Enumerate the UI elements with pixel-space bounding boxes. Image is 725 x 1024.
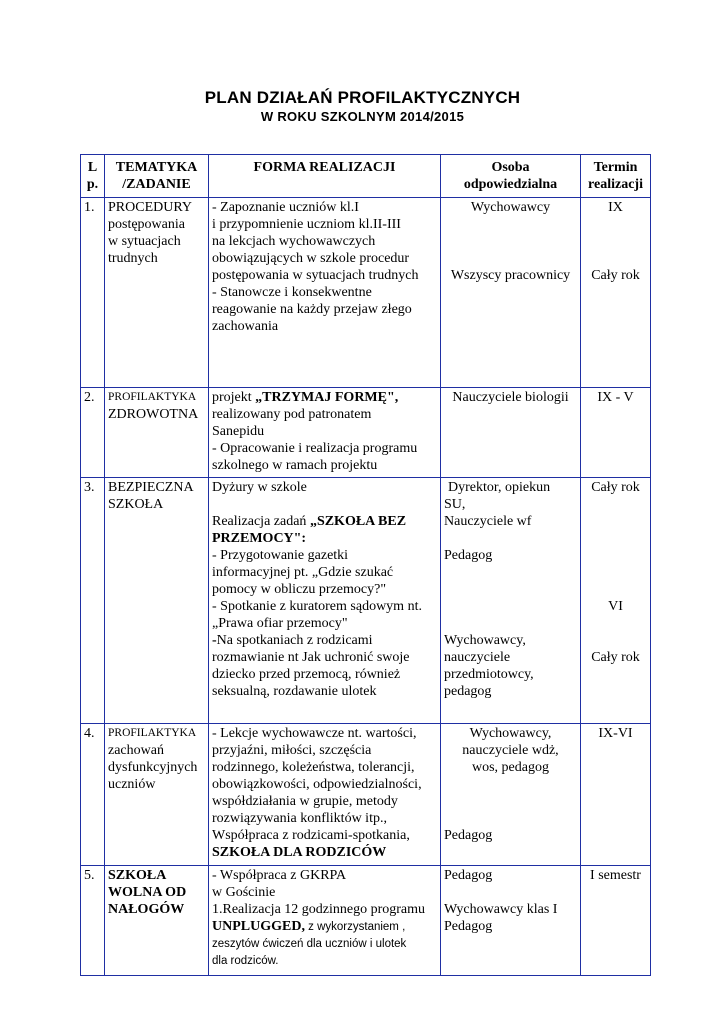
row-person: Pedagog Wychowawcy klas I Pedagog — [441, 866, 581, 976]
row-form: - Lekcje wychowawcze nt. wartości, przyjaźni, miłości, szczęścia rodzinnego, koleżeństwa, tolerancji, obowiązkowości, odpowiedzialności, współdziałania w grupie, metody rozwiązywania konfliktów itp., Współpraca z rodzicami-spotkania, SZKOŁA DLA RODZICÓW — [209, 724, 441, 866]
row-form: Dyżury w szkole Realizacja zadań „SZKOŁA BEZ PRZEMOCY": - Przygotowanie gazetki informacyjnej pt. „Gdzie szukać pomocy w obliczu przemocy?" - Spotkanie z kuratorem sądowym nt. „Prawa ofiar przemocy" -Na spotkaniach z rodzicami rozmawianie nt Jak uchronić swoje dziecko przed przemocą, również seksualną, rozdawanie ulotek — [209, 478, 441, 724]
row-term: I semestr — [581, 866, 651, 976]
row-term: IX - V — [581, 388, 651, 478]
row-term: IX Cały rok — [581, 198, 651, 388]
row-number: 2. — [81, 388, 105, 478]
header-termin: Termin realizacji — [581, 155, 651, 198]
table-row — [81, 388, 651, 478]
row-form: - Zapoznanie uczniów kl.I i przypomnienie uczniom kl.II-III na lekcjach wychowawczych obowiązujących w szkole procedur postępowania w sytuacjach trudnych - Stanowcze i konsekwentne reagowanie na każdy przejaw złego zachowania — [209, 198, 441, 388]
row-number: 4. — [81, 724, 105, 866]
document-title: PLAN DZIAŁAŃ PROFILAKTYCZNYCH — [204, 88, 521, 107]
row-person: Dyrektor, opiekun SU, Nauczyciele wf Pedagog Wychowawcy, nauczyciele przedmiotowcy, pedagog — [441, 478, 581, 724]
header-tematyka: TEMATYKA /ZADANIE — [105, 155, 209, 198]
table-row — [81, 478, 651, 724]
header-lp: L p. — [81, 155, 105, 198]
table-header-row — [81, 155, 651, 198]
table-row — [81, 198, 651, 388]
row-term: IX-VI — [581, 724, 651, 866]
table-row — [81, 724, 651, 866]
row-form: projekt „TRZYMAJ FORMĘ", realizowany pod patronatem Sanepidu - Opracowanie i realizacja programu szkolnego w ramach projektu — [209, 388, 441, 478]
row-topic: PROFILAKTYKA ZDROWOTNA — [105, 388, 209, 478]
row-topic: BEZPIECZNA SZKOŁA — [105, 478, 209, 724]
row-number: 3. — [81, 478, 105, 724]
header-forma: FORMA REALIZACJI — [209, 155, 441, 198]
row-term: Cały rok VI Cały rok — [581, 478, 651, 724]
row-topic: PROFILAKTYKA zachowań dysfunkcyjnych uczniów — [105, 724, 209, 866]
document-subtitle: W ROKU SZKOLNYM 2014/2015 — [260, 109, 465, 124]
row-person: Wychowawcy, nauczyciele wdż, wos, pedagog Pedagog — [441, 724, 581, 866]
row-topic: SZKOŁA WOLNA OD NAŁOGÓW — [105, 866, 209, 976]
row-form: - Współpraca z GKRPA w Gościnie 1.Realizacja 12 godzinnego programu UNPLUGGED, z wykorzystaniem , zeszytów ćwiczeń dla uczniów i ulotek dla rodziców. — [209, 866, 441, 976]
row-number: 1. — [81, 198, 105, 388]
plan-table — [80, 154, 651, 976]
row-topic: PROCEDURY postępowania w sytuacjach trudnych — [105, 198, 209, 388]
table-row — [81, 866, 651, 976]
row-number: 5. — [81, 866, 105, 976]
row-person: Wychowawcy Wszyscy pracownicy — [441, 198, 581, 388]
row-person: Nauczyciele biologii — [441, 388, 581, 478]
header-osoba: Osoba odpowiedzialna — [441, 155, 581, 198]
